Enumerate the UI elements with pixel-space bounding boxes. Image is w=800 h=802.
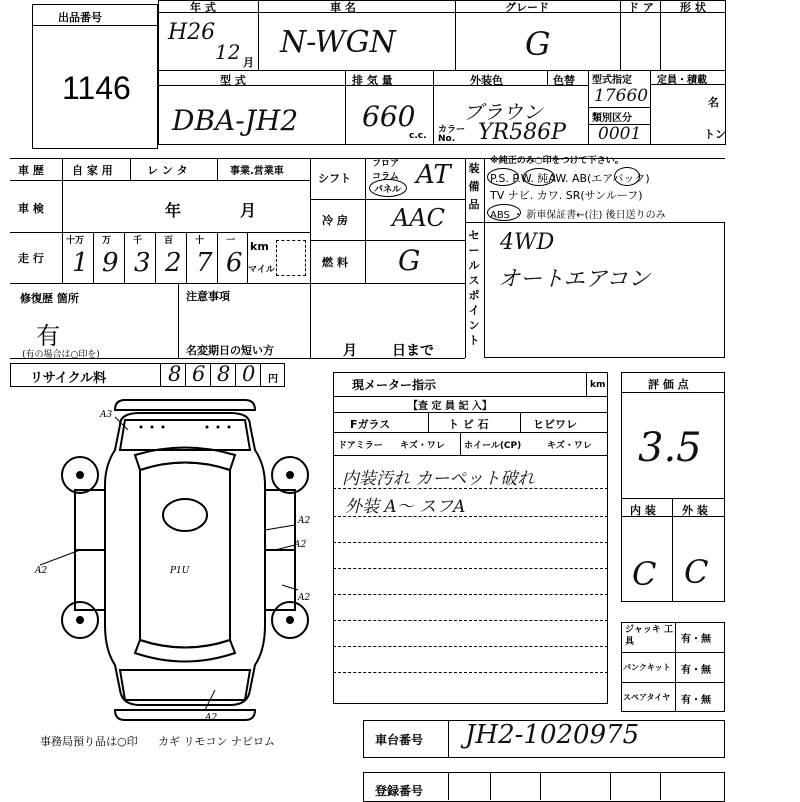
equip-line2: TV ナビ. カワ. SR(サンルーフ) [490,189,643,202]
office-items: カギ リモコン ナビロム [158,735,275,748]
recycle-unit: 円 [268,374,278,385]
chassis-label: 車台番号 [375,733,424,747]
month-unit: 月 [243,56,254,69]
class-value: 0001 [598,124,642,144]
fuel-label: 燃 料 [322,256,348,269]
year-label: 年 式 [190,1,216,14]
score-value: 3.5 [638,425,702,471]
history-rental: レ ン タ [147,164,188,177]
shift-opt-column: コラム [372,172,399,182]
history-own: 自 家 用 [72,164,113,177]
recycle-label: リサイクル料 [30,371,107,386]
mileage-digit: 9 [102,248,119,278]
color-label: 外装色 [470,74,503,87]
jack-label: ジャッキ 工 具 [625,625,673,647]
shape-label: 形 状 [680,1,706,14]
meter-unit: km [590,380,606,390]
check-doormirror: ドアミラー [338,441,383,451]
reg-label: 登録番号 [375,784,424,798]
km-unit: km [250,240,269,253]
colorno-label: 色替 [553,74,575,87]
month-value: 12 [215,40,241,64]
interior-value: C [632,555,657,593]
inspector-label: 【査 定 員 記 入】 [408,401,492,412]
damage-mark: P1U [170,566,190,576]
check-hibiware: ヒビワレ [533,418,577,431]
puncture-label: パンクキット [623,663,671,672]
inspector-note2: 外装 A～ スフA [345,497,466,517]
colorcode-prefix: カラー No. [438,125,466,144]
digit-label: 十 [195,236,205,246]
digit-label: 千 [133,236,143,246]
damage-mark: A2 [294,540,307,550]
shift-value: AT [416,160,451,190]
digit-label: 万 [102,236,112,246]
cap-unit-persons: 名 [708,96,719,109]
repair-value: 有 [36,323,60,350]
mile-box [276,240,306,276]
mileage-digit: 1 [72,248,89,278]
check-wheel: ホイール(CP) [464,441,522,451]
ps-circle [487,168,519,186]
repair-label: 修復歴 箇所 [20,292,79,305]
ab-circle [614,167,640,186]
shift-opt-floor: フロア [372,159,400,169]
puncture-yesno: 有・無 [681,665,711,676]
check-fglass: Fガラス [350,418,391,431]
notes-label: 注意事項 [186,290,230,303]
score-label: 評 価 点 [648,378,689,391]
mileage-digit: 2 [165,248,182,278]
shift-circle [369,179,407,197]
name-change-label: 名変期日の短い方 [186,344,274,357]
name-label: 車 名 [330,1,356,14]
recycle-digit: 6 [192,362,206,386]
equip-line3: ABS ・ 新車保証書←(注) 後日送りのみ [490,210,666,221]
damage-mark: A2 [35,566,48,576]
sales-line2: オートエアコン [498,267,651,292]
equip-line1: P.S. P.W. 純AW. AB(エアバック) [490,172,650,185]
damage-mark: A3 [100,410,113,420]
sales-line1: 4WD [500,230,555,255]
type-label: 型 式 [220,74,246,87]
name-value: N-WGN [280,25,396,60]
interior-label: 内 装 [630,504,656,517]
colorcode-value: YR586P [478,120,566,145]
mileage-digits [62,232,247,283]
history-label: 車 歴 [18,164,44,177]
mileage-digit: 6 [226,248,243,278]
disp-value: 660 [362,100,416,133]
chassis-value: JH2-1020975 [465,720,640,750]
equip-note: ※純正のみ○印をつけて下さい。 [490,156,624,166]
mileage-label: 走 行 [18,252,44,265]
name-change-month: 月 [343,343,357,359]
exterior-label: 外 装 [682,504,708,517]
check-kizuware2: キズ・ワレ [547,441,592,451]
capacity-label: 定員・積載 [657,75,707,86]
mileage-digit: 7 [196,248,213,278]
lot-number: 1146 [62,70,131,106]
cap-unit-tons: トン [704,128,726,141]
equip-label: 装 備 品 [468,162,480,211]
mileage-digit: 3 [134,248,151,278]
color-value: ブラウン [463,100,543,124]
shaken-year: 年 [165,201,182,220]
history-business: 事業.営業車 [230,166,284,177]
recycle-digit: 8 [217,362,231,386]
car-diagram [35,395,330,725]
spare-label: スペアタイヤ [623,693,671,702]
grade-label: グレード [505,1,549,14]
spare-yesno: 有・無 [681,695,711,706]
damage-mark: A2 [298,593,311,603]
name-change-day: 日まで [392,343,434,359]
check-kizuware1: キズ・ワレ [400,441,445,451]
recycle-digit: 0 [242,362,256,386]
grade-value: G [525,25,551,63]
damage-mark: A2 [205,713,218,723]
type-value: DBA-JH2 [172,104,299,137]
digit-label: 十万 [66,236,85,246]
exterior-value: C [684,553,709,591]
year-value: H26 [168,20,216,45]
ac-label: 冷 房 [322,214,348,227]
shaken-month: 月 [240,201,257,220]
shaken-label: 車 検 [18,202,44,215]
lot-label: 出品番号 [58,11,102,24]
jack-yesno: 有・無 [681,634,711,645]
door-label: ド ア [628,1,654,14]
spec-label: 型式指定 [592,75,632,86]
recycle-digit: 8 [168,362,182,386]
disp-label: 排 気 量 [352,74,393,87]
meter-label: 現メーター指示 [352,378,437,392]
damage-mark: A2 [298,516,311,526]
abs-circle [487,204,521,221]
shift-label: シフト [318,172,351,185]
repair-note: (有の場合は○印を) [22,350,100,360]
fuel-value: G [398,244,421,277]
digit-label: 百 [164,236,174,246]
check-tobiishi: ト ビ 石 [448,418,489,431]
spec-value: 17660 [594,86,649,106]
disp-unit: c.c. [409,131,427,141]
office-label: 事務局預り品は○印 [40,735,138,748]
ac-value: AAC [392,204,446,232]
pw-circle [523,168,555,186]
shift-opt-panel: パネル [374,185,402,195]
inspector-note1: 内装汚れ カーペット破れ [342,469,535,489]
sales-label: セ ー ル ス ポ イ ン ト [468,229,480,347]
mile-unit: マイル [248,265,275,275]
digit-label: 一 [226,236,236,246]
class-label: 類別区分 [592,113,632,124]
